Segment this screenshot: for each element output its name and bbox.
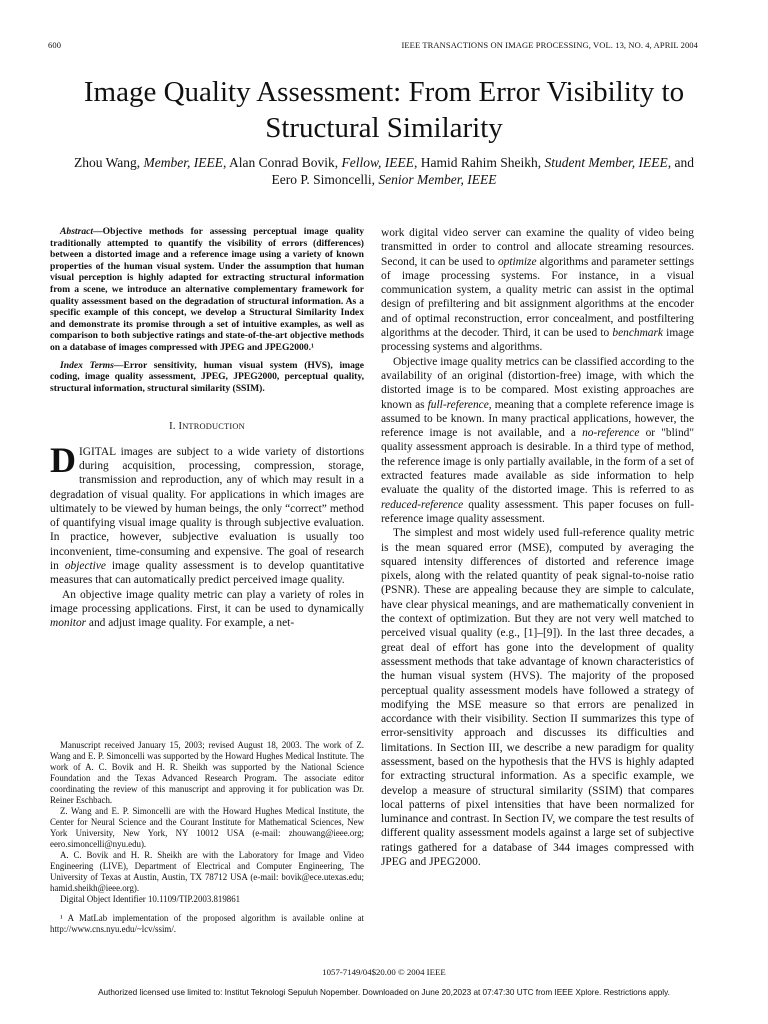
paragraph-text: , meaning that a complete reference image is assumed to be known. In many practical applications, however, the reference image is not available, and a bbox=[381, 398, 694, 440]
page-number: 600 bbox=[48, 40, 62, 50]
section-title-rest: NTRODUCTION bbox=[182, 422, 245, 432]
author-role: Senior Member, IEEE bbox=[378, 172, 497, 187]
emphasis: benchmark bbox=[612, 327, 663, 340]
author-name: , Alan Conrad Bovik, bbox=[222, 155, 342, 170]
abstract-label: Abstract bbox=[60, 226, 94, 237]
index-terms bbox=[50, 360, 364, 395]
footnote-manuscript: Manuscript received January 15, 2003; revised August 18, 2003. The work of Z. Wang and E. P. Simoncelli was supported by the Howard Hughes Medical Institute. The work of A. C. Bovik and H. R. Sheikh was supported by the National Science Foundation and the Texas Advanced Research Program. The associate editor coordinating the review of this manuscript and approving it for publication was Dr. Reiner Eschbach. bbox=[50, 740, 364, 805]
index-terms-text: —Error sensitivity, human visual system (HVS), image coding, image quality assessment, JPEG, JPEG2000, perceptual quality, structural information, structural similarity (SSIM). bbox=[50, 359, 364, 394]
intro-paragraph-2 bbox=[50, 588, 364, 631]
paragraph-text: image quality assessment is to develop quantitative measures that can automatically predict perceived image quality. bbox=[50, 559, 364, 587]
emphasis: no-reference bbox=[582, 427, 640, 440]
left-column bbox=[50, 226, 364, 630]
body-paragraph-1 bbox=[381, 226, 694, 355]
body-paragraph-2 bbox=[381, 355, 694, 527]
title-line-1: Image Quality Assessment: From Error Visibility to bbox=[83, 76, 685, 108]
author-name: Zhou Wang, bbox=[73, 155, 144, 170]
author-name: , Hamid Rahim Sheikh, bbox=[413, 155, 545, 170]
section-heading bbox=[50, 420, 364, 434]
footnote-matlab: ¹ A MatLab implementation of the proposed algorithm is available online at http://www.cns.nyu.edu/~lcv/ssim/. bbox=[50, 913, 364, 934]
footnote-affiliation-1: Z. Wang and E. P. Simoncelli are with the Howard Hughes Medical Institute, the Center for Neural Science and the Courant Institute for Mathematical Sciences, New York University, New York, NY 10012 USA (e-mail: zhouwang@ieee.org; eero.simoncelli@nyu.edu). bbox=[50, 806, 364, 849]
emphasis: optimize bbox=[497, 255, 537, 268]
drop-cap: D bbox=[50, 439, 76, 480]
author-role: Student Member, IEEE bbox=[544, 155, 668, 170]
paragraph-text: algorithms and parameter settings of image processing systems. For instance, in a visual communication system, a quality metric can assist in the optimal design of prefiltering and bit assignment algorithms at the encoder and of optimal reconstruction, error concealment, and postfiltering algorithms at the decoder. Third, it can be used to bbox=[381, 255, 694, 340]
paragraph-text: An objective image quality metric can play a variety of roles in image processing applications. First, it can be used to dynamically bbox=[50, 588, 364, 615]
section-title-initial: I bbox=[178, 421, 183, 433]
paragraph-text: IGITAL images are subject to a wide variety of distortions during acquisition, processing, compression, storage, transmission and reproduction, any of which may result in a degradation of visual quality. For applications in which images are ultimately to be viewed by human beings, the only “correct” method of quantifying visual image quality is through subjective evaluation. In practice, however, subjective evaluation is usually too inconvenient, time-consuming and expensive. The goal of research in bbox=[50, 445, 364, 572]
index-terms-label: Index Terms bbox=[60, 359, 114, 371]
author-name: Eero P. Simoncelli, bbox=[271, 172, 379, 187]
author-role: Fellow, IEEE bbox=[341, 155, 414, 170]
author-separator: , and bbox=[667, 155, 695, 170]
author-list bbox=[40, 154, 728, 188]
authorized-use-notice: Authorized licensed use limited to: Institut Teknologi Sepuluh Nopember. Downloaded on June 20,2023 at 07:47:30 UTC from IEEE Xplore. Restrictions apply. bbox=[98, 988, 670, 997]
body-paragraph-3: The simplest and most widely used full-reference quality metric is the mean squared error (MSE), computed by averaging the squared intensity differences of distorted and reference image pixels, along with the related quantity of peak signal-to-noise ratio (PSNR). These are appealing because they are simple to calculate, have clear physical meanings, and are mathematically convenient in the context of optimization. But they are not very well matched to perceived visual quality (e.g., [1]–[9]). In the last three decades, a great deal of effort has gone into the development of quality assessment methods that take advantage of known characteristics of the human visual system (HVS). The majority of the proposed perceptual quality assessment models have followed a strategy of modifying the MSE measure so that errors are penalized in accordance with their visibility. Section II summarizes this type of error-sensitivity approach and discusses its difficulties and limitations. In Section III, we describe a new paradigm for quality assessment, based on the hypothesis that the HVS is highly adapted for extracting structural information. As a specific example, we develop a measure of structural similarity (SSIM) that compares local patterns of pixel intensities that have been normalized for luminance and contrast. In Section IV, we compare the test results of different quality assessment models against a large set of subjective ratings gathered for a database of 344 images compressed with JPEG and JPEG2000. bbox=[381, 527, 694, 869]
paragraph-text: work digital video server can examine the quality of video being transmitted in order to control and allocate streaming resources. Second, it can be used to bbox=[381, 227, 694, 268]
paragraph-text: image processing systems and algorithms. bbox=[381, 327, 694, 354]
paper-title bbox=[40, 74, 728, 146]
footnotes bbox=[50, 740, 364, 935]
paragraph-text: and adjust image quality. For example, a net- bbox=[86, 617, 295, 630]
paragraph-text: or "blind" quality assessment approach is desirable. In a third type of method, the reference image is only partially available, in the form of a set of extracted features made available as side information to help evaluate the quality of the distorted image. This is referred to as bbox=[381, 427, 694, 497]
emphasis: monitor bbox=[50, 617, 87, 630]
paragraph-text: quality assessment. This paper focuses on full-reference image quality assessment. bbox=[381, 498, 694, 525]
journal-header: IEEE TRANSACTIONS ON IMAGE PROCESSING, VOL. 13, NO. 4, APRIL 2004 bbox=[401, 40, 698, 50]
right-column bbox=[381, 226, 694, 869]
section-number: I. bbox=[169, 421, 176, 433]
author-role: Member, IEEE bbox=[143, 155, 223, 170]
emphasis: full-reference bbox=[427, 398, 489, 411]
footnote-affiliation-2: A. C. Bovik and H. R. Sheikh are with the Laboratory for Image and Video Engineering (LIVE), Department of Electrical and Computer Engineering, The University of Texas at Austin, Austin, TX 78712 USA (e-mail: bovik@ece.utexas.edu; hamid.sheikh@ieee.org). bbox=[50, 850, 364, 893]
copyright-line: 1057-7149/04$20.00 © 2004 IEEE bbox=[322, 967, 446, 977]
paragraph-text: Objective image quality metrics can be classified according to the availability of an original (distortion-free) image, with which the distorted image is to be compared. Most existing approaches are known as bbox=[381, 355, 694, 411]
intro-paragraph-1 bbox=[50, 439, 364, 588]
title-line-2: Structural Similarity bbox=[265, 112, 503, 144]
emphasis: reduced-reference bbox=[381, 498, 464, 511]
abstract bbox=[50, 226, 364, 354]
emphasis: objective bbox=[64, 559, 106, 572]
footnote-doi: Digital Object Identifier 10.1109/TIP.2003.819861 bbox=[60, 894, 241, 904]
abstract-text: —Objective methods for assessing perceptual image quality traditionally attempted to quantify the visibility of errors (differences) between a distorted image and a reference image using a variety of known properties of the human visual system. Under the assumption that human visual perception is highly adapted for extracting structural information from a scene, we introduce an alternative complementary framework for quality assessment based on the degradation of structural information. As a specific example of this concept, we develop a Structural Similarity Index and demonstrate its promise through a set of intuitive examples, as well as comparison to both subjective ratings and state-of-the-art objective methods on a database of images compressed with JPEG and JPEG2000.¹ bbox=[50, 226, 364, 353]
